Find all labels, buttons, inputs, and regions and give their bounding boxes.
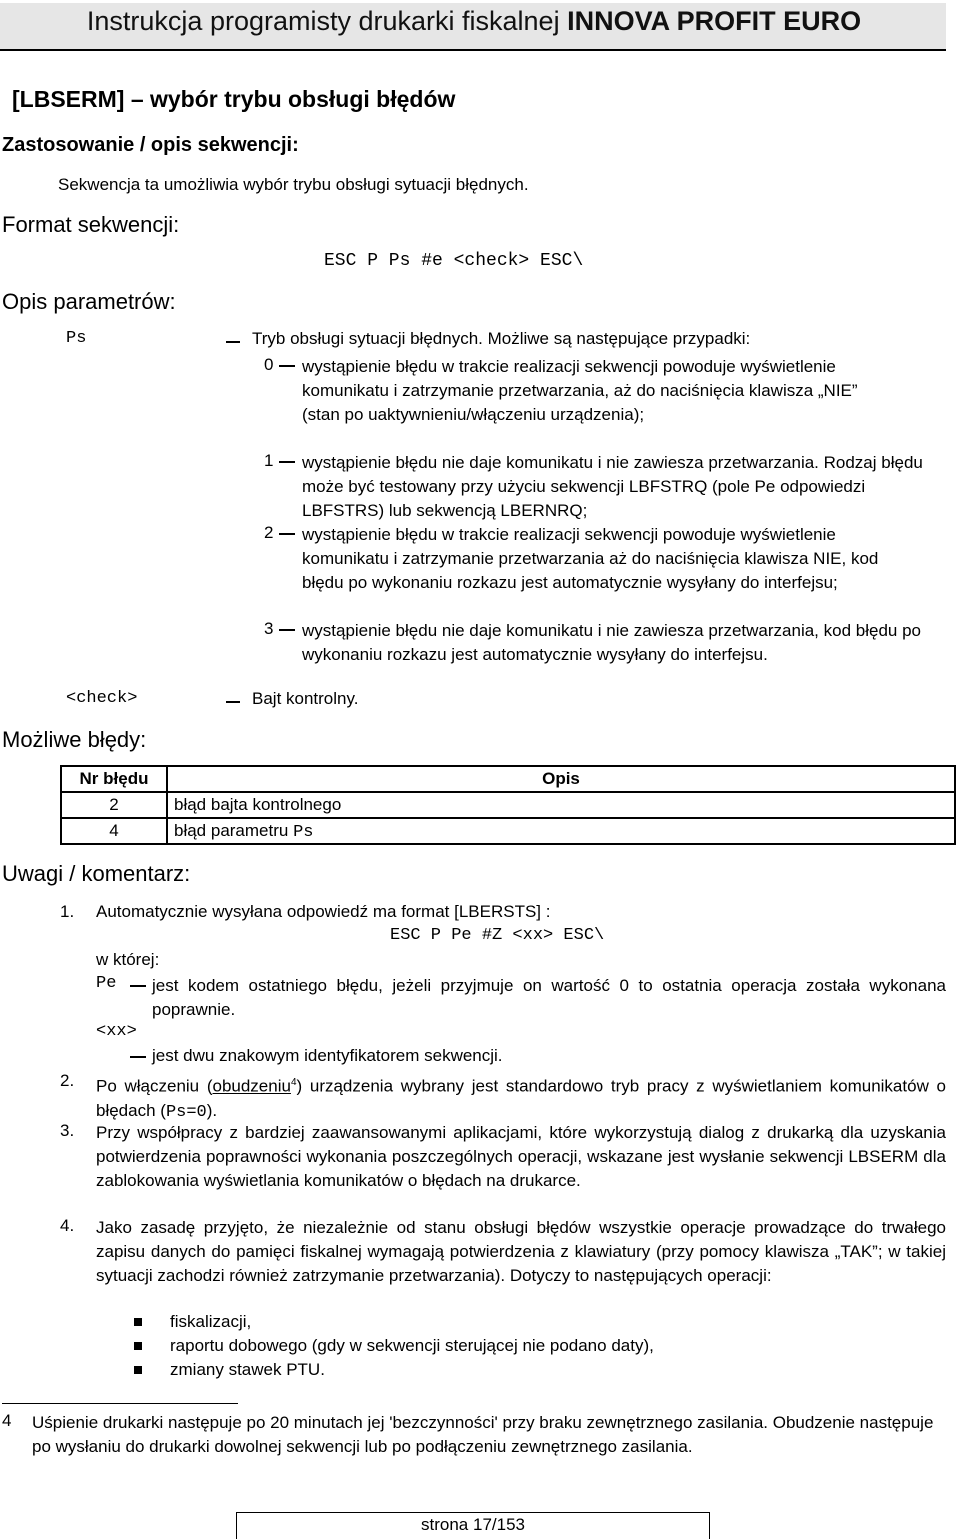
usage-heading: Zastosowanie / opis sekwencji: xyxy=(2,134,299,156)
dash-icon xyxy=(130,985,146,987)
remark-2-text xyxy=(96,1071,946,1125)
dash-icon xyxy=(130,1056,146,1058)
dash-icon xyxy=(279,365,295,367)
remark-number: 4. xyxy=(60,1216,75,1235)
pe-name: Pe xyxy=(96,974,117,993)
footnote-text: Uśpienie drukarki następuje po 20 minutach jej 'bezczynności' przy braku zewnętrznego zasilania. Obudzenie następuje po wysłaniu do drukarki dowolnej sekwencji lub po podłączeniu zewnętrznego zasilania. xyxy=(32,1413,934,1456)
footnote-separator xyxy=(2,1403,238,1404)
xx-name: <xx> xyxy=(96,1022,137,1041)
remark-number: 2. xyxy=(60,1071,75,1090)
response-format-code: ESC P Pe #Z <xx> ESC\ xyxy=(390,926,605,945)
table-row xyxy=(61,818,955,844)
error-description xyxy=(167,792,955,818)
bullet-icon xyxy=(134,1342,142,1350)
param-check-name: <check> xyxy=(66,689,138,708)
footnote-marker: 4 xyxy=(290,1077,297,1088)
bullet-icon xyxy=(134,1366,142,1374)
params-heading: Opis parametrów: xyxy=(2,289,176,314)
column-header-opis: Opis xyxy=(167,766,955,792)
printer-model: INNOVA PROFIT EURO xyxy=(567,6,862,36)
footnote-number: 4 xyxy=(2,1411,12,1430)
option-text: wystąpienie błędu nie daje komunikatu i nie zawiesza przetwarzania, kod błędu po wykonaniu rozkazu jest automatycznie wysyłany do interfejsu. xyxy=(302,621,921,664)
footnote-link[interactable]: obudzeniu xyxy=(212,1076,291,1096)
format-heading: Format sekwencji: xyxy=(2,212,180,237)
dash-icon xyxy=(279,461,295,463)
remark-number: 3. xyxy=(60,1121,75,1140)
remark-number: 1. xyxy=(60,902,75,921)
table-header-row xyxy=(61,766,955,792)
remark-1-wktorej: w której: xyxy=(96,950,160,969)
error-description-text: błąd bajta kontrolnego xyxy=(174,795,342,814)
page-number: strona 17/153 xyxy=(421,1515,525,1534)
param-ps-name: Ps xyxy=(66,329,87,348)
dash-icon xyxy=(226,701,240,703)
error-number: 4 xyxy=(61,818,167,844)
list-item: raportu dobowego (gdy w sekwencji sterującej nie podano daty), xyxy=(170,1336,654,1355)
table-row xyxy=(61,792,955,818)
remark-1-text: Automatycznie wysyłana odpowiedź ma format [LBERSTS] : xyxy=(96,902,551,921)
list-item: fiskalizacji, xyxy=(170,1312,252,1331)
bullet-icon xyxy=(134,1318,142,1326)
dash-icon xyxy=(279,533,295,535)
param-check-desc: Bajt kontrolny. xyxy=(252,689,359,708)
dash-icon xyxy=(279,629,295,631)
remark-4-text: Jako zasadę przyjęto, że niezależnie od stanu obsługi błędów wszystkie operacje prowadzące do trwałego zapisu danych do pamięci fiskalnej wymagają potwierdzenia z klawiatury (przy pomocy klawisza „TAK”; w takiej sytuacji zachodzi również zatrzymanie przetwarzania). Dotyczy to następujących operacji: xyxy=(96,1218,946,1285)
option-text: wystąpienie błędu w trakcie realizacji sekwencji powoduje wyświetlenie komunikatu i zatrzymanie przetwarzania, aż do naciśnięcia klawisza „NIE” (stan po uaktywnieniu/włączeniu urządzenia); xyxy=(302,357,858,424)
dash-icon xyxy=(226,341,240,343)
option-number: 2 xyxy=(264,523,274,542)
document-title xyxy=(14,6,934,37)
remark-2-code: Ps=0 xyxy=(165,1102,207,1122)
option-text: wystąpienie błędu w trakcie realizacji sekwencji powoduje wyświetlenie komunikatu i zatrzymanie przetwarzania aż do naciśnięcia klawisza NIE, kod błędu po wykonaniu rozkazu jest automatycznie wysyłany do interfejsu; xyxy=(302,525,879,592)
error-param-code: Ps xyxy=(293,822,314,842)
section-title: [LBSERM] – wybór trybu obsługi błędów xyxy=(12,86,456,112)
option-number: 3 xyxy=(264,619,274,638)
remark-2-part: Po włączeniu ( xyxy=(96,1076,213,1096)
document-title-prefix: Instrukcja programisty drukarki fiskalnej xyxy=(86,6,568,36)
errors-table xyxy=(60,765,956,845)
remarks-heading: Uwagi / komentarz: xyxy=(2,861,191,886)
option-number: 1 xyxy=(264,451,274,470)
option-text: wystąpienie błędu nie daje komunikatu i nie zawiesza przetwarzania. Rodzaj błędu może być testowany przy użyciu sekwencji LBFSTRQ (pole Pe odpowiedzi LBFSTRS) lub sekwencją LBERNRQ; xyxy=(302,453,923,520)
list-item: zmiany stawek PTU. xyxy=(170,1360,325,1379)
xx-description: jest dwu znakowym identyfikatorem sekwencji. xyxy=(152,1046,503,1065)
format-code: ESC P Ps #e <check> ESC\ xyxy=(324,251,584,271)
column-header-nr: Nr błędu xyxy=(61,766,167,792)
error-description-text: błąd parametru xyxy=(174,820,294,840)
option-number: 0 xyxy=(264,355,274,374)
errors-heading: Możliwe błędy: xyxy=(2,727,147,752)
error-description xyxy=(167,818,955,844)
error-number: 2 xyxy=(61,792,167,818)
pe-description: jest kodem ostatniego błędu, jeżeli przyjmuje on wartość 0 to ostatnia operacja została wykonana poprawnie. xyxy=(152,976,946,1019)
param-ps-desc: Tryb obsługi sytuacji błędnych. Możliwe są następujące przypadki: xyxy=(252,329,751,348)
remark-3-text: Przy współpracy z bardziej zaawansowanymi aplikacjami, które wykorzystują dialog z drukarką dla uzyskania potwierdzenia poprawności wykonania poszczególnych operacji, wskazane jest wysłanie sekwencji LBSERM dla zablokowania wyświetlania komunikatów o błędach na drukarce. xyxy=(96,1123,946,1190)
remark-2-part: ) urządzenia wybrany jest standardowo tryb pracy z wyświetlaniem komunikatów o błędach ( xyxy=(96,1076,946,1120)
usage-text: Sekwencja ta umożliwia wybór trybu obsługi sytuacji błędnych. xyxy=(58,175,529,194)
remark-2-part: ). xyxy=(206,1100,218,1120)
